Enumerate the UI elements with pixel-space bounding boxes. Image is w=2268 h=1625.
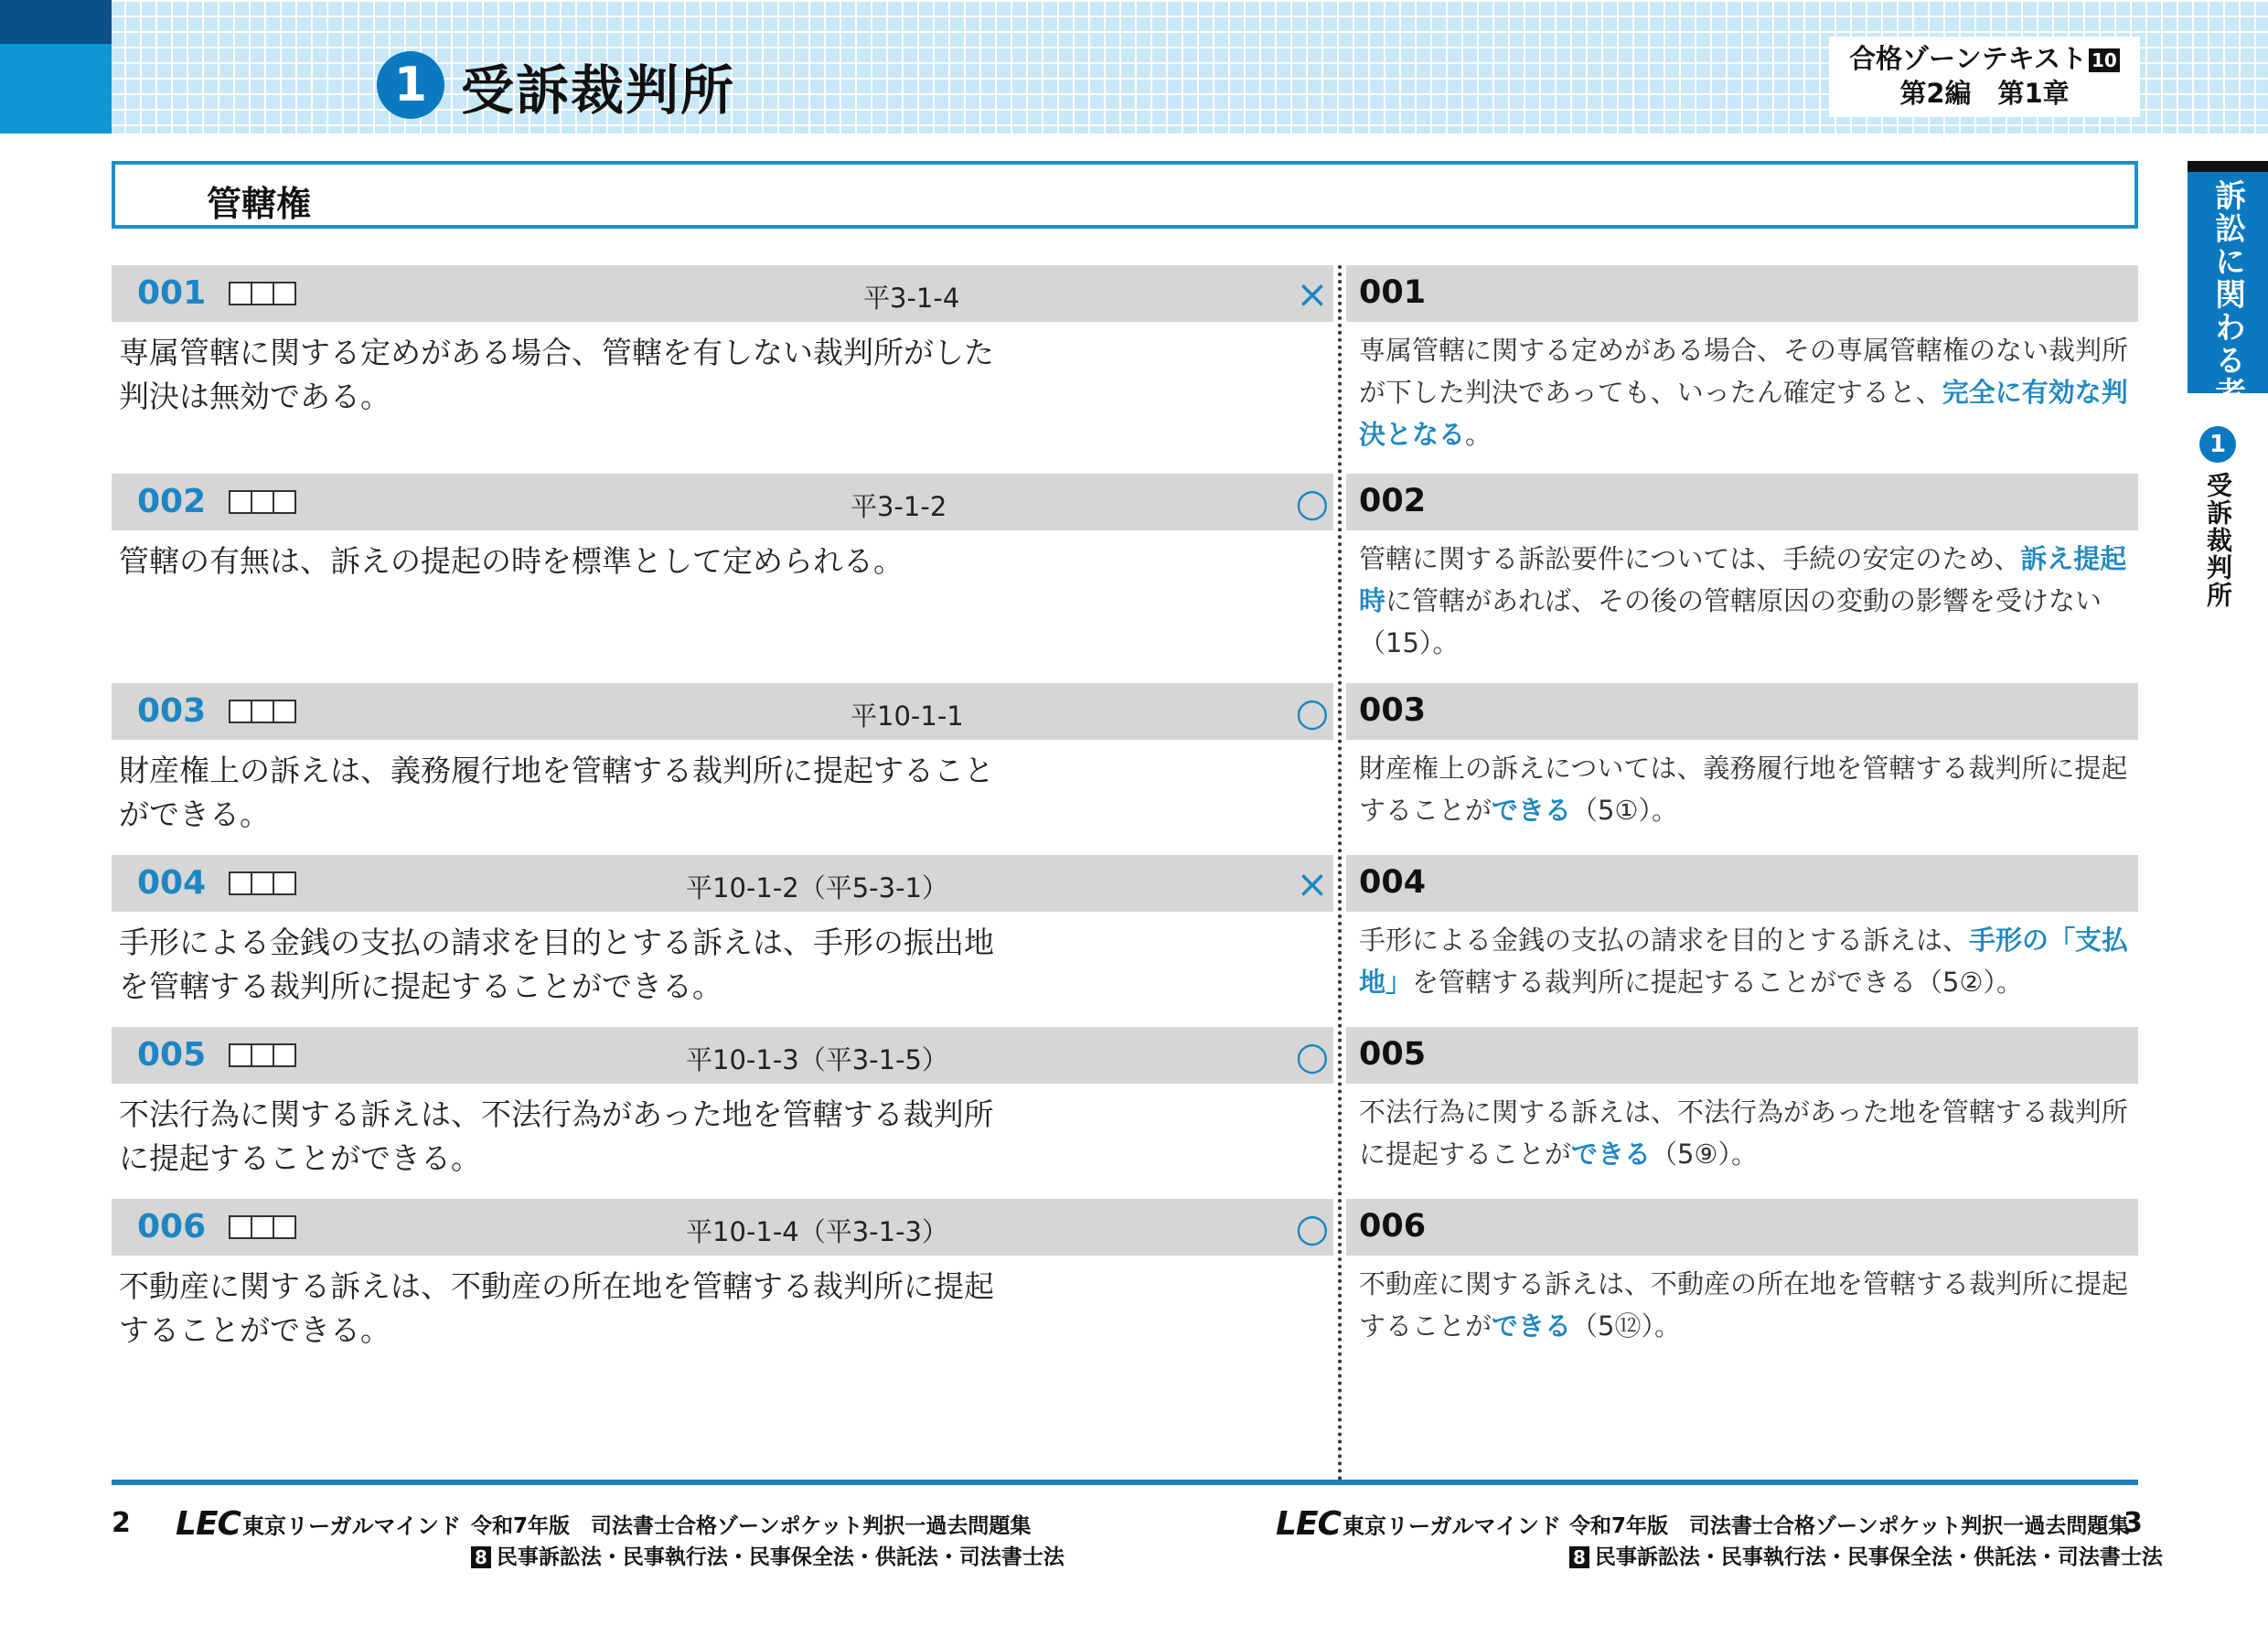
lec-logo-mark: LEC [176, 1505, 241, 1543]
question-header [112, 1027, 1333, 1084]
review-checkbox[interactable] [273, 282, 296, 305]
answer-text [1359, 538, 2145, 664]
answer-text-pre: 不法行為に関する訴えは、不法行為があった地を管轄する裁判所に提起することが [1359, 1096, 2128, 1170]
question-text: 不動産に関する訴えは、不動産の所在地を管轄する裁判所に提起することができる。 [119, 1268, 994, 1348]
review-checkbox[interactable] [229, 1043, 252, 1067]
answer-number: 004 [1359, 864, 1427, 901]
checkbox-group [229, 871, 294, 895]
side-tab-sub-label: 受訴裁判所 [2203, 472, 2233, 609]
answer-highlight: 手形の「支払地」 [1359, 925, 2129, 998]
answer-text-post: を管轄する裁判所に提起することができる（5②）。 [1412, 967, 2023, 998]
section-title: 管轄権 [207, 184, 312, 224]
checkbox-group [229, 282, 294, 305]
chapter-title: 受訴裁判所 [461, 59, 736, 122]
answer-highlight: できる [1492, 795, 1572, 826]
question-source: 平10-1-3（平3-1-5） [686, 1044, 949, 1075]
column-divider [1338, 265, 1342, 1481]
question-source: 平3-1-4 [863, 283, 960, 314]
left-footer-title: 令和7年版 司法書士合格ゾーンポケット判択一過去問題集 [471, 1514, 1032, 1538]
review-checkbox[interactable] [273, 1043, 296, 1067]
subjects-text: 民事訴訟法・民事執行法・民事保全法・供託法・司法書士法 [496, 1545, 1064, 1569]
answer-mark-icon: × [1296, 271, 1329, 316]
review-checkbox[interactable] [251, 871, 274, 895]
answer-header [1346, 1199, 2138, 1256]
right-page-number: 3 [2124, 1507, 2143, 1539]
question-text: 財産権上の訴えは、義務履行地を管轄する裁判所に提起することができる。 [119, 753, 994, 832]
question-text: 手形による金銭の支払の請求を目的とする訴えは、手形の振出地を管轄する裁判所に提起することができる。 [119, 925, 994, 1004]
answer-text-pre: 財産権上の訴えについては、義務履行地を管轄する裁判所に提起することが [1359, 753, 2128, 826]
answer-header [1346, 855, 2138, 912]
question-source: 平10-1-4（平3-1-3） [686, 1216, 949, 1247]
lec-logo-mark: LEC [1276, 1505, 1341, 1543]
book-volume: 10 [2089, 48, 2120, 72]
answer-text [1359, 1091, 2145, 1175]
question-text: 専属管轄に関する定めがある場合、管轄を有しない裁判所がした判決は無効である。 [119, 335, 994, 414]
review-checkbox[interactable] [229, 700, 252, 723]
right-publisher-logo [1276, 1505, 1561, 1543]
answer-text-pre: 専属管轄に関する定めがある場合、その専属管轄権のない裁判所が下した判決であっても、いったん確定すると、 [1359, 335, 2129, 408]
question-number: 002 [137, 483, 207, 520]
review-checkbox[interactable] [251, 1215, 274, 1239]
publisher-name: 東京リーガルマインド [241, 1513, 461, 1539]
review-checkbox[interactable] [251, 1043, 274, 1067]
question-header [112, 855, 1333, 912]
left-publisher-logo [176, 1505, 461, 1543]
corner-accent-light [0, 44, 112, 134]
question-header [112, 683, 1333, 740]
checkbox-group [229, 1043, 294, 1067]
answer-text-pre: 不動産に関する訴えは、不動産の所在地を管轄する裁判所に提起することが [1359, 1268, 2129, 1342]
answer-highlight: できる [1571, 1139, 1652, 1170]
book-chapter: 第2編 第1章 [1899, 78, 2070, 109]
answer-mark-icon: ○ [1295, 1032, 1330, 1078]
question-header [112, 265, 1333, 322]
review-checkbox[interactable] [273, 1215, 296, 1239]
review-checkbox[interactable] [251, 700, 274, 723]
checkbox-group [229, 1215, 294, 1239]
review-checkbox[interactable] [251, 490, 274, 514]
answer-mark-icon: × [1296, 861, 1329, 906]
answer-text [1359, 747, 2145, 831]
question-source: 平10-1-2（平5-3-1） [686, 872, 949, 903]
question-header [112, 1199, 1333, 1256]
question-source: 平3-1-2 [850, 491, 947, 522]
answer-text-post: に管轄があれば、その後の管轄原因の変動の影響を受けない（15）。 [1359, 585, 2102, 658]
answer-number: 006 [1359, 1208, 1427, 1245]
volume-badge: 8 [1569, 1546, 1589, 1568]
question-header [112, 474, 1333, 530]
review-checkbox[interactable] [273, 490, 296, 514]
question-text: 不法行為に関する訴えは、不法行為があった地を管轄する裁判所に提起することができる。 [119, 1096, 994, 1176]
footer-rule [112, 1480, 2138, 1485]
side-tab-top-strip [2188, 161, 2268, 172]
side-tab-number: 1 [2199, 426, 2236, 463]
answer-number: 001 [1359, 274, 1427, 311]
question-source: 平10-1-1 [850, 700, 964, 732]
answer-text [1359, 329, 2145, 455]
answer-header [1346, 1027, 2138, 1084]
question-number: 004 [137, 864, 207, 902]
answer-text-pre: 手形による金銭の支払の請求を目的とする訴えは、 [1359, 925, 1970, 956]
answer-number: 005 [1359, 1036, 1427, 1073]
answer-highlight: できる [1492, 1310, 1572, 1342]
review-checkbox[interactable] [273, 871, 296, 895]
answer-text-post: （5⑨）。 [1651, 1139, 1758, 1170]
section-header [112, 161, 2138, 229]
review-checkbox[interactable] [229, 1215, 252, 1239]
answer-header [1346, 683, 2138, 740]
right-footer-title: 令和7年版 司法書士合格ゾーンポケット判択一過去問題集 [1569, 1514, 2130, 1538]
publisher-name: 東京リーガルマインド [1342, 1513, 1561, 1539]
answer-text-pre: 管轄に関する訴訟要件については、手続の安定のため、 [1359, 543, 2021, 574]
review-checkbox[interactable] [251, 282, 274, 305]
subjects-text: 民事訴訟法・民事執行法・民事保全法・供託法・司法書士法 [1594, 1545, 2163, 1569]
answer-text-post: （5①）。 [1571, 795, 1678, 826]
checkbox-group [229, 700, 294, 723]
review-checkbox[interactable] [273, 700, 296, 723]
answer-text-post: （5⑫）。 [1571, 1310, 1681, 1342]
question-text: 管轄の有無は、訴えの提起の時を標準として定められる。 [119, 543, 904, 579]
book-reference-box [1829, 37, 2140, 117]
question-number: 003 [137, 692, 207, 730]
book-name: 合格ゾーンテキスト [1849, 43, 2087, 75]
answer-mark-icon: ○ [1295, 479, 1330, 525]
review-checkbox[interactable] [229, 871, 252, 895]
chapter-number-badge: 1 [377, 51, 444, 119]
answer-text [1359, 919, 2145, 1003]
volume-badge: 8 [471, 1546, 491, 1568]
right-footer-subjects [1569, 1540, 2163, 1570]
question-number: 005 [137, 1036, 207, 1074]
left-footer-subjects [471, 1540, 1064, 1570]
answer-header [1346, 474, 2138, 530]
review-checkbox[interactable] [229, 282, 252, 305]
left-page-number: 2 [112, 1507, 131, 1539]
answer-mark-icon: ○ [1295, 689, 1330, 734]
answer-mark-icon: ○ [1295, 1204, 1330, 1250]
side-tab-label: 訴訟に関わる者 [2209, 179, 2246, 410]
question-number: 001 [137, 274, 207, 312]
checkbox-group [229, 490, 294, 514]
review-checkbox[interactable] [229, 490, 252, 514]
corner-accent-dark [0, 0, 112, 44]
question-number: 006 [137, 1208, 207, 1245]
answer-text-post: 。 [1465, 419, 1492, 450]
answer-number: 003 [1359, 692, 1427, 729]
answer-text [1359, 1263, 2145, 1347]
answer-highlight: 訴え提起時 [1359, 543, 2127, 616]
answer-header [1346, 265, 2138, 322]
answer-number: 002 [1359, 483, 1427, 519]
answer-highlight: 完全に有効な判決となる [1359, 377, 2128, 450]
